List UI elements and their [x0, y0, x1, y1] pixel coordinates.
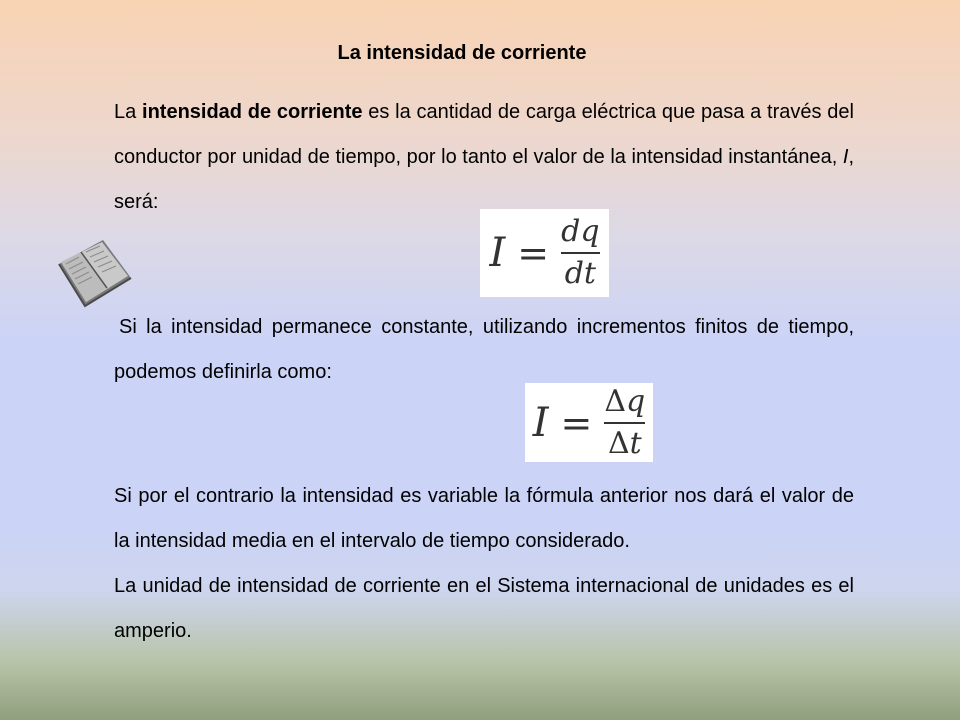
- formula-lhs: I: [532, 399, 549, 446]
- formula-instantaneous: [480, 209, 609, 297]
- fraction-bar: [604, 422, 645, 424]
- paragraph-definition: La intensidad de corriente es la cantidad de carga eléctrica que pasa a través del conductor por unidad de tiempo, por lo tanto el valor de la intensidad instantánea, I, será:: [114, 101, 854, 213]
- formula-numerator: Δq: [604, 383, 646, 419]
- formula-average: [525, 383, 653, 462]
- formula-equals: =: [517, 231, 550, 275]
- formula-fraction: [561, 214, 599, 292]
- formula-numerator: dq: [561, 214, 600, 249]
- formula-lhs: I: [489, 230, 506, 276]
- paragraph-unit: La unidad de intensidad de corriente en el Sistema internacional de unidades es el amperio.: [114, 575, 854, 642]
- formula-denominator: dt: [564, 256, 596, 291]
- fraction-bar: [561, 252, 599, 254]
- bold-term: intensidad de corriente: [142, 101, 363, 123]
- formula-denominator: Δt: [607, 425, 642, 461]
- formula-equals: =: [560, 400, 593, 445]
- paragraph-constant: Si la intensidad permanece constante, utilizando incrementos finitos de tiempo, podemos definirla como:: [114, 316, 854, 383]
- formula-fraction: [604, 384, 645, 462]
- paragraph-variable: Si por el contrario la intensidad es variable la fórmula anterior nos dará el valor de la intensidad media en el intervalo de tiempo considerado.: [114, 485, 854, 552]
- variable-i: I: [842, 146, 849, 168]
- slide-title: La intensidad de corriente: [337, 42, 587, 64]
- book-icon: [55, 238, 133, 308]
